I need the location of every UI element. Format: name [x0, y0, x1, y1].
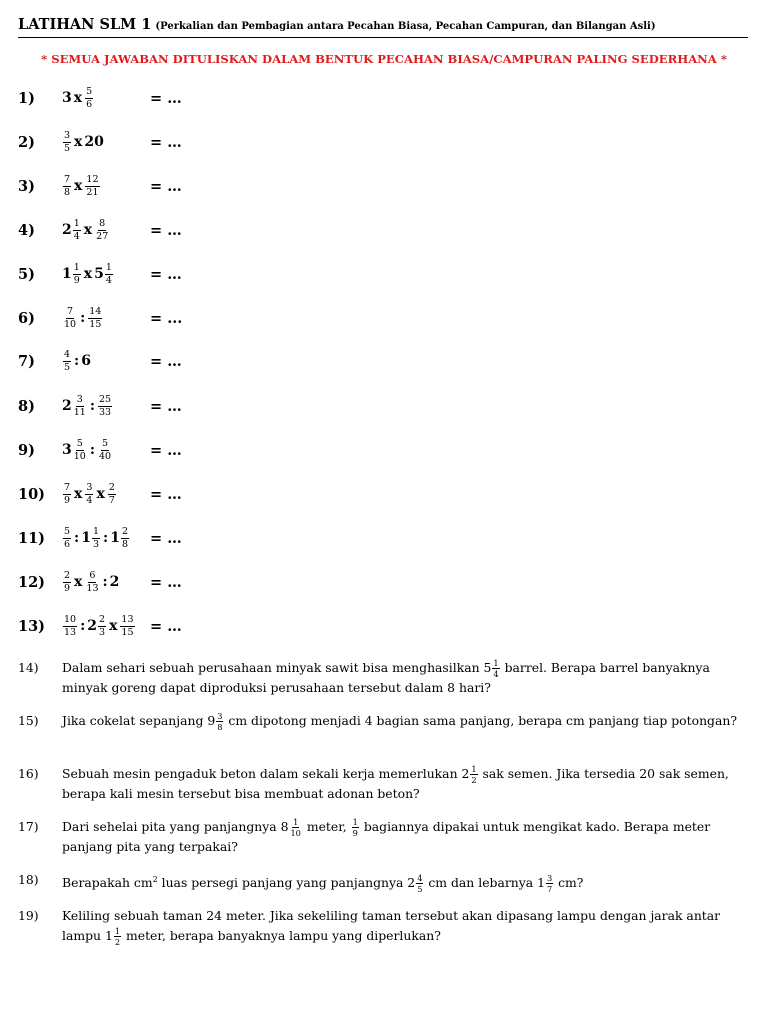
text-segment: Jika cokelat sepanjang 9 — [62, 713, 216, 728]
fraction — [114, 927, 121, 946]
fraction — [121, 527, 129, 549]
fraction — [63, 307, 77, 329]
denominator: 10 — [64, 318, 77, 330]
numerator: 3 — [546, 872, 553, 883]
question-expression — [62, 219, 150, 241]
question-expression — [62, 615, 150, 637]
question-row — [18, 566, 738, 598]
fraction — [98, 615, 106, 637]
fraction — [416, 874, 423, 893]
operator: : — [74, 530, 80, 546]
operator: x — [74, 574, 83, 590]
denominator: 4 — [493, 669, 499, 679]
denominator: 9 — [64, 582, 71, 594]
operator: x — [74, 178, 83, 194]
fraction — [85, 175, 99, 197]
fraction — [492, 659, 499, 678]
question-expression — [62, 263, 150, 285]
denominator: 13 — [86, 582, 99, 594]
numerator: 4 — [417, 872, 423, 883]
numerator: 10 — [64, 614, 77, 625]
numerator: 5 — [102, 438, 109, 449]
fraction — [85, 87, 93, 109]
answer-blank: = … — [150, 441, 182, 459]
denominator: 9 — [352, 828, 358, 838]
denominator: 10 — [290, 828, 301, 838]
question-row — [18, 302, 738, 334]
question-number: 2) — [18, 133, 35, 151]
whole-number: 5 — [94, 266, 104, 282]
text-segment: cm dan lebarnya 1 — [424, 875, 545, 891]
fraction — [73, 263, 81, 285]
question-number: 9) — [18, 441, 35, 459]
denominator: 27 — [96, 230, 109, 242]
word-problem-number: 15) — [18, 713, 39, 728]
worksheet-header — [18, 14, 748, 38]
word-problem — [18, 817, 748, 857]
whole-number: 3 — [62, 442, 72, 458]
fraction — [73, 395, 87, 417]
denominator: 11 — [73, 406, 86, 418]
question-expression — [62, 483, 150, 505]
denominator: 15 — [121, 626, 134, 638]
denominator: 5 — [417, 884, 423, 895]
operator: : — [102, 574, 108, 590]
text-segment: bagiannya dipakai untuk mengikat kado. Berapa meter panjang pita yang terpakai? — [62, 819, 711, 855]
question-row — [18, 258, 738, 290]
question-row — [18, 214, 738, 246]
answer-blank: = … — [150, 397, 182, 415]
fraction — [92, 527, 100, 549]
word-problem-text — [62, 764, 748, 804]
word-problem — [18, 711, 748, 731]
question-number: 5) — [18, 265, 35, 283]
question-number: 3) — [18, 177, 35, 195]
operator: x — [73, 90, 83, 106]
word-problem-text — [62, 658, 748, 698]
word-problem-number: 14) — [18, 660, 39, 675]
fraction — [105, 263, 113, 285]
text-segment: Dari sehelai pita yang panjangnya 8 — [62, 819, 289, 834]
denominator: 7 — [108, 494, 115, 506]
numerator: 1 — [471, 763, 477, 774]
question-number: 6) — [18, 309, 35, 327]
whole-number: 6 — [81, 353, 91, 369]
question-row — [18, 522, 738, 554]
word-problem — [18, 764, 748, 804]
numerator: 1 — [73, 218, 80, 229]
fraction — [63, 131, 71, 153]
operator: x — [83, 266, 93, 282]
text-segment: Keliling sebuah taman 24 meter. Jika sekeliling taman tersebut akan dipasang lampu dengan jarak antar lampu 1 — [62, 908, 721, 943]
text-segment: Sebuah mesin pengaduk beton dalam sekali kerja memerlukan 2 — [62, 766, 470, 781]
answer-blank: = ... — [150, 309, 183, 327]
question-row — [18, 345, 738, 377]
fraction — [120, 615, 134, 637]
numerator: 5 — [76, 438, 83, 449]
denominator: 21 — [86, 186, 99, 198]
denominator: 8 — [121, 538, 128, 550]
question-expression — [62, 439, 150, 461]
text-segment: meter, berapa banyaknya lampu yang diperlukan? — [122, 928, 441, 943]
whole-number: 2 — [62, 222, 72, 238]
superscript: 2 — [152, 875, 158, 884]
question-row — [18, 82, 738, 114]
question-number: 11) — [18, 529, 46, 547]
fraction — [63, 571, 71, 593]
word-problem — [18, 870, 748, 893]
denominator: 4 — [86, 494, 93, 506]
denominator: 6 — [86, 98, 93, 110]
numerator: 2 — [64, 570, 71, 581]
numerator: 3 — [217, 710, 223, 721]
denominator: 5 — [64, 142, 71, 154]
question-number: 10) — [18, 485, 46, 503]
word-problem-number: 17) — [18, 819, 39, 834]
question-expression — [62, 395, 150, 417]
denominator: 5 — [64, 361, 71, 373]
whole-number: 2 — [109, 574, 120, 590]
operator: : — [89, 442, 96, 458]
fraction — [73, 439, 87, 461]
fraction — [63, 527, 71, 549]
whole-number: 1 — [110, 530, 120, 546]
operator: : — [80, 310, 86, 326]
denominator: 33 — [99, 406, 112, 418]
fraction — [63, 350, 71, 372]
fraction — [63, 483, 71, 505]
denominator: 4 — [73, 230, 80, 242]
question-expression — [62, 307, 150, 329]
question-expression — [62, 175, 150, 197]
fraction — [63, 175, 71, 197]
question-row — [18, 434, 738, 466]
numerator: 1 — [293, 816, 299, 827]
answer-blank: = … — [150, 573, 182, 591]
fraction — [352, 818, 359, 837]
text-segment: meter, — [302, 819, 351, 834]
whole-number: 2 — [62, 398, 72, 414]
question-row — [18, 478, 738, 510]
question-row — [18, 390, 738, 422]
whole-number: 1 — [81, 530, 91, 546]
answer-blank: = … — [150, 529, 182, 547]
fraction — [85, 571, 99, 593]
text-segment: barrel. Berapa barrel banyaknya minyak goreng dapat diproduksi perusahaan tersebut dalam 8 hari? — [62, 660, 710, 696]
word-problem — [18, 658, 748, 698]
fraction — [289, 818, 301, 837]
answer-blank: = … — [150, 133, 182, 151]
text-segment: luas persegi panjang yang panjangnya 2 — [157, 875, 416, 891]
fraction — [108, 483, 116, 505]
answer-blank: = … — [150, 221, 182, 239]
worksheet-title: LATIHAN SLM 1 — [18, 16, 152, 33]
denominator: 3 — [99, 626, 106, 638]
word-problem-number: 18) — [18, 872, 39, 887]
fraction — [98, 439, 112, 461]
numerator: 1 — [493, 657, 499, 668]
fraction — [98, 395, 112, 417]
word-problem-text — [62, 711, 748, 731]
denominator: 6 — [64, 538, 71, 550]
question-expression — [62, 527, 150, 549]
operator: : — [89, 398, 96, 414]
whole-number: 20 — [84, 134, 104, 150]
denominator: 40 — [99, 450, 112, 462]
question-expression — [62, 350, 150, 372]
numerator: 5 — [64, 526, 71, 537]
numerator: 3 — [76, 394, 83, 405]
numerator: 2 — [121, 526, 128, 537]
denominator: 4 — [105, 274, 112, 286]
denominator: 9 — [73, 274, 80, 286]
numerator: 5 — [86, 86, 93, 97]
fraction — [88, 307, 102, 329]
operator: x — [74, 134, 83, 150]
operator: x — [83, 222, 93, 238]
denominator: 10 — [73, 450, 86, 462]
question-number: 7) — [18, 352, 35, 370]
text-segment: Berapakah cm — [62, 875, 153, 891]
denominator: 2 — [114, 937, 121, 947]
answer-blank: = … — [150, 352, 182, 370]
question-number: 8) — [18, 397, 35, 415]
fraction — [216, 712, 223, 731]
whole-number: 2 — [87, 618, 98, 634]
denominator: 9 — [64, 494, 71, 506]
numerator: 2 — [108, 482, 115, 493]
denominator: 7 — [546, 884, 553, 895]
numerator: 1 — [114, 925, 121, 936]
word-problem-text — [62, 817, 748, 857]
fraction — [85, 483, 93, 505]
numerator: 12 — [86, 174, 99, 185]
operator: : — [80, 618, 86, 634]
question-expression — [62, 571, 150, 593]
question-number: 4) — [18, 221, 35, 239]
denominator: 8 — [64, 186, 71, 198]
question-row — [18, 126, 738, 158]
answer-blank: = … — [150, 617, 182, 635]
worksheet-subtitle: (Perkalian dan Pembagian antara Pecahan Biasa, Pecahan Campuran, dan Bilangan Asli) — [155, 21, 656, 32]
numerator: 1 — [73, 262, 80, 273]
numerator: 2 — [99, 614, 106, 625]
denominator: 2 — [471, 775, 477, 785]
numerator: 14 — [89, 306, 102, 317]
denominator: 3 — [92, 538, 100, 550]
numerator: 7 — [67, 306, 74, 317]
denominator: 13 — [64, 626, 77, 638]
denominator: 8 — [217, 722, 223, 732]
answer-blank: = … — [150, 177, 182, 195]
numerator: 3 — [86, 482, 93, 493]
word-problem-number: 16) — [18, 766, 39, 781]
operator: x — [74, 486, 83, 502]
numerator: 7 — [64, 482, 71, 493]
numerator: 6 — [89, 570, 96, 581]
operator: : — [74, 353, 80, 369]
question-number: 13) — [18, 617, 46, 635]
denominator: 15 — [89, 318, 102, 330]
fraction — [73, 219, 81, 241]
answer-blank: = … — [150, 89, 182, 107]
numerator: 8 — [99, 218, 106, 229]
question-expression — [62, 87, 150, 109]
question-number: 12) — [18, 573, 46, 591]
question-row — [18, 170, 738, 202]
question-number: 1) — [18, 89, 35, 107]
instruction-note: * SEMUA JAWABAN DITULISKAN DALAM BENTUK PECAHAN BIASA/CAMPURAN PALING SEDERHANA * — [41, 52, 727, 66]
numerator: 1 — [105, 262, 112, 273]
answer-blank: = … — [150, 265, 182, 283]
whole-number: 1 — [62, 266, 72, 282]
word-problem — [18, 906, 748, 946]
word-problem-number: 19) — [18, 908, 39, 923]
numerator: 7 — [64, 174, 71, 185]
text-segment: Dalam sehari sebuah perusahaan minyak sawit bisa menghasilkan 5 — [62, 660, 492, 675]
question-expression — [62, 131, 150, 153]
answer-blank: = … — [150, 485, 182, 503]
word-problem-text — [62, 870, 748, 893]
numerator: 1 — [92, 526, 100, 537]
numerator: 1 — [352, 816, 358, 827]
text-segment: sak semen. Jika tersedia 20 sak semen, berapa kali mesin tersebut bisa membuat adonan beton? — [62, 766, 729, 802]
numerator: 4 — [64, 349, 71, 360]
fraction — [95, 219, 109, 241]
fraction — [63, 615, 77, 637]
word-problem-text — [62, 906, 748, 946]
operator: x — [109, 618, 118, 634]
fraction — [470, 765, 477, 784]
operator: : — [103, 530, 109, 546]
question-row — [18, 610, 738, 642]
text-segment: cm? — [554, 875, 584, 891]
operator: x — [96, 486, 105, 502]
numerator: 13 — [121, 614, 134, 625]
whole-number: 3 — [62, 90, 72, 106]
text-segment: cm dipotong menjadi 4 bagian sama panjang, berapa cm panjang tiap potongan? — [224, 713, 737, 728]
numerator: 3 — [64, 130, 71, 141]
numerator: 25 — [99, 394, 112, 405]
fraction — [546, 874, 553, 893]
